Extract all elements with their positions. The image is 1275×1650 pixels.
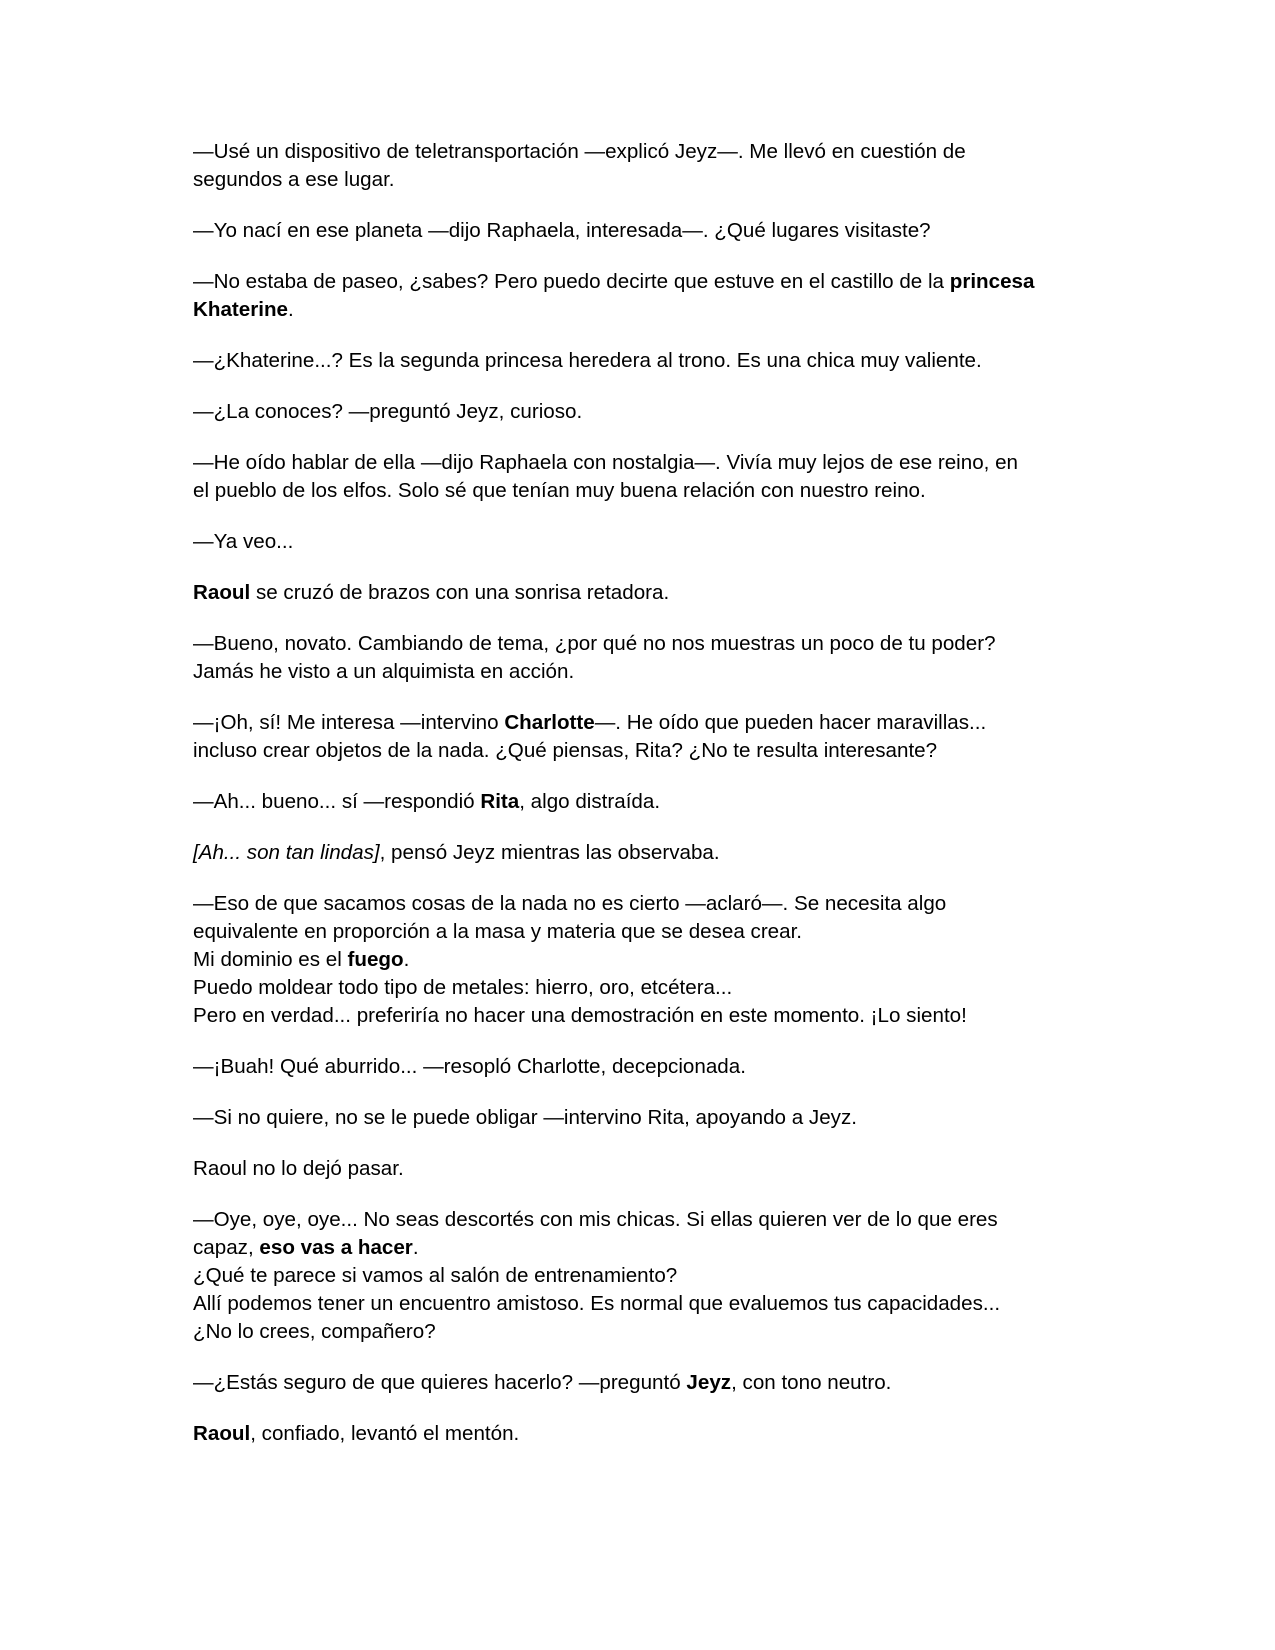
text-run: —¡Oh, sí! Me interesa —intervino (193, 711, 505, 734)
paragraph (193, 347, 1083, 375)
text-line (193, 1420, 1083, 1448)
text-line (193, 138, 1083, 166)
text-line (193, 528, 1083, 556)
bold-text: princesa (949, 270, 1035, 293)
paragraph (193, 138, 1083, 194)
bold-text: Khaterine (193, 298, 288, 321)
text-line (193, 630, 1083, 658)
text-run: ¿Qué te parece si vamos al salón de entrenamiento? (193, 1264, 678, 1287)
text-run: —Ya veo... (193, 530, 294, 553)
text-line (193, 477, 1083, 505)
bold-text: fuego (347, 948, 404, 971)
text-run: —Yo nací en ese planeta —dijo Raphaela, interesada—. ¿Qué lugares visitaste? (193, 219, 931, 242)
paragraph (193, 449, 1083, 505)
text-run: , con tono neutro. (731, 1371, 892, 1394)
text-line (193, 1234, 1083, 1262)
paragraph (193, 839, 1083, 867)
text-run: —Eso de que sacamos cosas de la nada no es cierto —aclaró—. Se necesita algo (193, 892, 947, 915)
text-line (193, 1369, 1083, 1397)
bold-text: Rita (480, 790, 520, 813)
paragraph (193, 1155, 1083, 1183)
paragraph (193, 268, 1083, 324)
text-line (193, 1206, 1083, 1234)
paragraph (193, 1369, 1083, 1397)
bold-text: Charlotte (504, 711, 595, 734)
text-run: el pueblo de los elfos. Solo sé que tenían muy buena relación con nuestro reino. (193, 479, 926, 502)
text-line (193, 217, 1083, 245)
text-run: segundos a ese lugar. (193, 168, 395, 191)
paragraph (193, 528, 1083, 556)
text-run: . (412, 1236, 419, 1259)
text-line (193, 890, 1083, 918)
text-line (193, 268, 1083, 296)
paragraph (193, 1420, 1083, 1448)
text-run: —Oye, oye, oye... No seas descortés con mis chicas. Si ellas quieren ver de lo que eres (193, 1208, 998, 1231)
text-run: . (403, 948, 410, 971)
paragraph (193, 788, 1083, 816)
text-run: se cruzó de brazos con una sonrisa retadora. (250, 581, 670, 604)
text-line (193, 737, 1083, 765)
bold-text: Jeyz (686, 1371, 732, 1394)
text-line (193, 1053, 1083, 1081)
text-run: , confiado, levantó el mentón. (250, 1422, 520, 1445)
paragraph (193, 1206, 1083, 1346)
text-run: —. He oído que pueden hacer maravillas... (594, 711, 987, 734)
text-run: Pero en verdad... preferiría no hacer una demostración en este momento. ¡Lo siento! (193, 1004, 967, 1027)
text-line (193, 918, 1083, 946)
text-run: —Ah... bueno... sí —respondió (193, 790, 481, 813)
text-run: ¿No lo crees, compañero? (193, 1320, 436, 1343)
text-line (193, 658, 1083, 686)
text-run: Raoul no lo dejó pasar. (193, 1157, 404, 1180)
bold-text: Raoul (193, 581, 251, 604)
text-line (193, 1104, 1083, 1132)
text-run: equivalente en proporción a la masa y materia que se desea crear. (193, 920, 803, 943)
text-run: —¿Khaterine...? Es la segunda princesa heredera al trono. Es una chica muy valiente. (193, 349, 982, 372)
text-run: —¿La conoces? —preguntó Jeyz, curioso. (193, 400, 583, 423)
bold-text: Raoul (193, 1422, 251, 1445)
text-line (193, 296, 1083, 324)
text-run: Jamás he visto a un alquimista en acción. (193, 660, 575, 683)
bold-text: eso vas a hacer (259, 1236, 413, 1259)
text-line (193, 347, 1083, 375)
paragraph (193, 579, 1083, 607)
text-line (193, 1262, 1083, 1290)
text-line (193, 1290, 1083, 1318)
text-run: —Si no quiere, no se le puede obligar —intervino Rita, apoyando a Jeyz. (193, 1106, 857, 1129)
text-line (193, 1002, 1083, 1030)
paragraph (193, 398, 1083, 426)
paragraph (193, 630, 1083, 686)
text-line (193, 788, 1083, 816)
text-run: Mi dominio es el (193, 948, 348, 971)
text-run: capaz, (193, 1236, 260, 1259)
paragraph (193, 1053, 1083, 1081)
text-run: —¡Buah! Qué aburrido... —resopló Charlotte, decepcionada. (193, 1055, 746, 1078)
text-run: —¿Estás seguro de que quieres hacerlo? —preguntó (193, 1371, 687, 1394)
paragraph (193, 709, 1083, 765)
text-run: , pensó Jeyz mientras las observaba. (379, 841, 720, 864)
text-line (193, 1318, 1083, 1346)
text-run: —No estaba de paseo, ¿sabes? Pero puedo decirte que estuve en el castillo de la (193, 270, 950, 293)
paragraph (193, 1104, 1083, 1132)
text-run: —Bueno, novato. Cambiando de tema, ¿por qué no nos muestras un poco de tu poder? (193, 632, 996, 655)
text-line (193, 946, 1083, 974)
text-run: incluso crear objetos de la nada. ¿Qué piensas, Rita? ¿No te resulta interesante? (193, 739, 938, 762)
text-line (193, 449, 1083, 477)
text-line (193, 1155, 1083, 1183)
paragraph (193, 217, 1083, 245)
text-line (193, 839, 1083, 867)
paragraph (193, 890, 1083, 1030)
text-run: . (288, 298, 294, 321)
text-run: Puedo moldear todo tipo de metales: hierro, oro, etcétera... (193, 976, 733, 999)
text-run: , algo distraída. (519, 790, 661, 813)
text-line (193, 398, 1083, 426)
italic-text: [Ah... son tan lindas] (193, 841, 380, 864)
text-line (193, 974, 1083, 1002)
document-body (193, 138, 1083, 1471)
text-run: —Usé un dispositivo de teletransportación —explicó Jeyz—. Me llevó en cuestión de (193, 140, 966, 163)
text-line (193, 579, 1083, 607)
text-run: —He oído hablar de ella —dijo Raphaela con nostalgia—. Vivía muy lejos de ese reino, en (193, 451, 1019, 474)
text-line (193, 709, 1083, 737)
text-line (193, 166, 1083, 194)
text-run: Allí podemos tener un encuentro amistoso. Es normal que evaluemos tus capacidades... (193, 1292, 1001, 1315)
